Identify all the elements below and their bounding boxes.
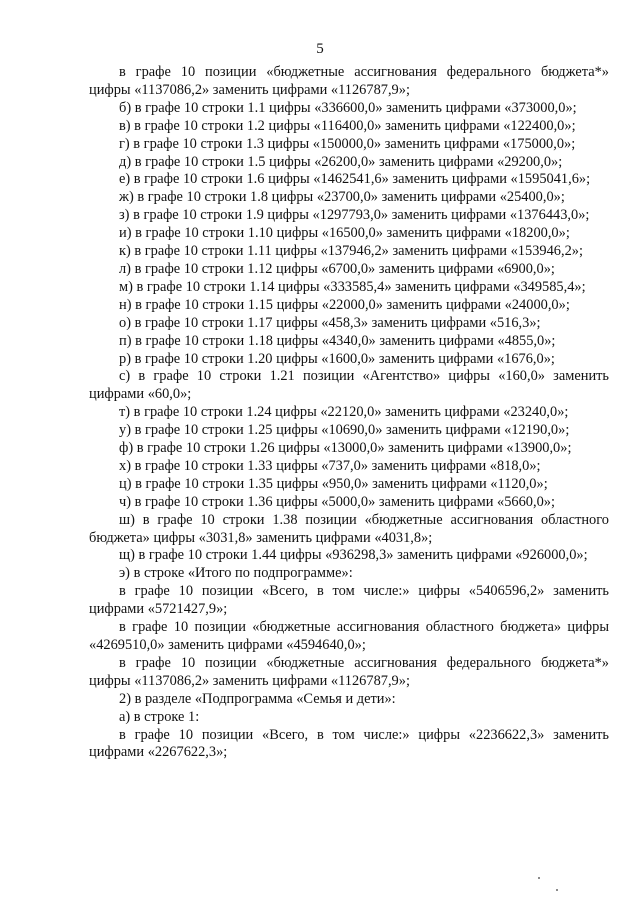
scan-speck [538,877,540,879]
paragraph-kh: х) в графе 10 строки 1.33 цифры «737,0» заменить цифрами «818,0»; [119,457,541,474]
paragraph-v: в) в графе 10 строки 1.2 цифры «116400,0» заменить цифрами «122400,0»; [119,117,576,134]
paragraph-s: с) в графе 10 строки 1.21 позиции «Агентство» цифры «160,0» заменить цифрами «60,0»; [89,368,609,403]
page-number: 5 [316,41,324,57]
paragraph-i: и) в графе 10 строки 1.10 цифры «16500,0» заменить цифрами «18200,0»; [119,225,570,242]
paragraph-z: з) в графе 10 строки 1.9 цифры «1297793,0» заменить цифрами «1376443,0»; [119,207,590,224]
paragraph-p: п) в графе 10 строки 1.18 цифры «4340,0» заменить цифрами «4855,0»; [119,332,556,349]
paragraph-t: т) в графе 10 строки 1.24 цифры «22120,0» заменить цифрами «23240,0»; [119,404,569,421]
paragraph-u: у) в графе 10 строки 1.25 цифры «10690,0» заменить цифрами «12190,0»; [119,422,570,439]
scan-speck [556,889,558,891]
paragraph-section-2: 2) в разделе «Подпрограмма «Семья и дети»: [119,690,396,707]
paragraph-m: м) в графе 10 строки 1.14 цифры «333585,4» заменить цифрами «349585,4»; [119,278,586,295]
paragraph-total-all: в графе 10 позиции «Всего, в том числе:» цифры «5406596,2» заменить цифрами «5721427,9»; [89,583,609,618]
paragraph-sh: ш) в графе 10 строки 1.38 позиции «бюджетные ассигнования областного бюджета» цифры «3031,8» заменить цифрами «4031,8»; [89,511,609,546]
paragraph-l: л) в графе 10 строки 1.12 цифры «6700,0» заменить цифрами «6900,0»; [119,260,555,277]
paragraph-2a: а) в строке 1: [119,708,200,725]
paragraph-e-total: э) в строке «Итого по подпрограмме»: [119,565,353,582]
paragraph-shch: щ) в графе 10 строки 1.44 цифры «936298,3» заменить цифрами «926000,0»; [119,547,588,564]
paragraph-e: е) в графе 10 строки 1.6 цифры «1462541,6» заменить цифрами «1595041,6»; [119,171,591,188]
paragraph-ts: ц) в графе 10 строки 1.35 цифры «950,0» заменить цифрами «1120,0»; [119,475,548,492]
paragraph-o: о) в графе 10 строки 1.17 цифры «458,3» заменить цифрами «516,3»; [119,314,541,331]
paragraph-k: к) в графе 10 строки 1.11 цифры «137946,2» заменить цифрами «153946,2»; [119,243,583,260]
paragraph-2a-all: в графе 10 позиции «Всего, в том числе:» цифры «2236622,3» заменить цифрами «2267622,3»; [89,726,609,761]
paragraph-b: б) в графе 10 строки 1.1 цифры «336600,0» заменить цифрами «373000,0»; [119,99,577,116]
paragraph-d: д) в графе 10 строки 1.5 цифры «26200,0» заменить цифрами «29200,0»; [119,153,563,170]
paragraph-ch: ч) в графе 10 строки 1.36 цифры «5000,0» заменить цифрами «5660,0»; [119,493,555,510]
paragraph-n: н) в графе 10 строки 1.15 цифры «22000,0» заменить цифрами «24000,0»; [119,296,570,313]
paragraph-total-federal: в графе 10 позиции «бюджетные ассигнования федерального бюджета*» цифры «1137086,2» заменить цифрами «1126787,9»; [89,654,609,689]
document-body [89,64,609,762]
paragraph-f: ф) в графе 10 строки 1.26 цифры «13000,0» заменить цифрами «13900,0»; [119,440,572,457]
paragraph-g: г) в графе 10 строки 1.3 цифры «150000,0» заменить цифрами «175000,0»; [119,135,576,152]
paragraph-total-regional: в графе 10 позиции «бюджетные ассигнования областного бюджета» цифры «4269510,0» заменить цифрами «4594640,0»; [89,619,609,653]
paragraph-zh: ж) в графе 10 строки 1.8 цифры «23700,0» заменить цифрами «25400,0»; [119,189,565,206]
paragraph-r: р) в графе 10 строки 1.20 цифры «1600,0» заменить цифрами «1676,0»; [119,350,555,367]
paragraph-1: в графе 10 позиции «бюджетные ассигнования федерального бюджета*» цифры «1137086,2» заменить цифрами «1126787,9»; [89,64,609,98]
